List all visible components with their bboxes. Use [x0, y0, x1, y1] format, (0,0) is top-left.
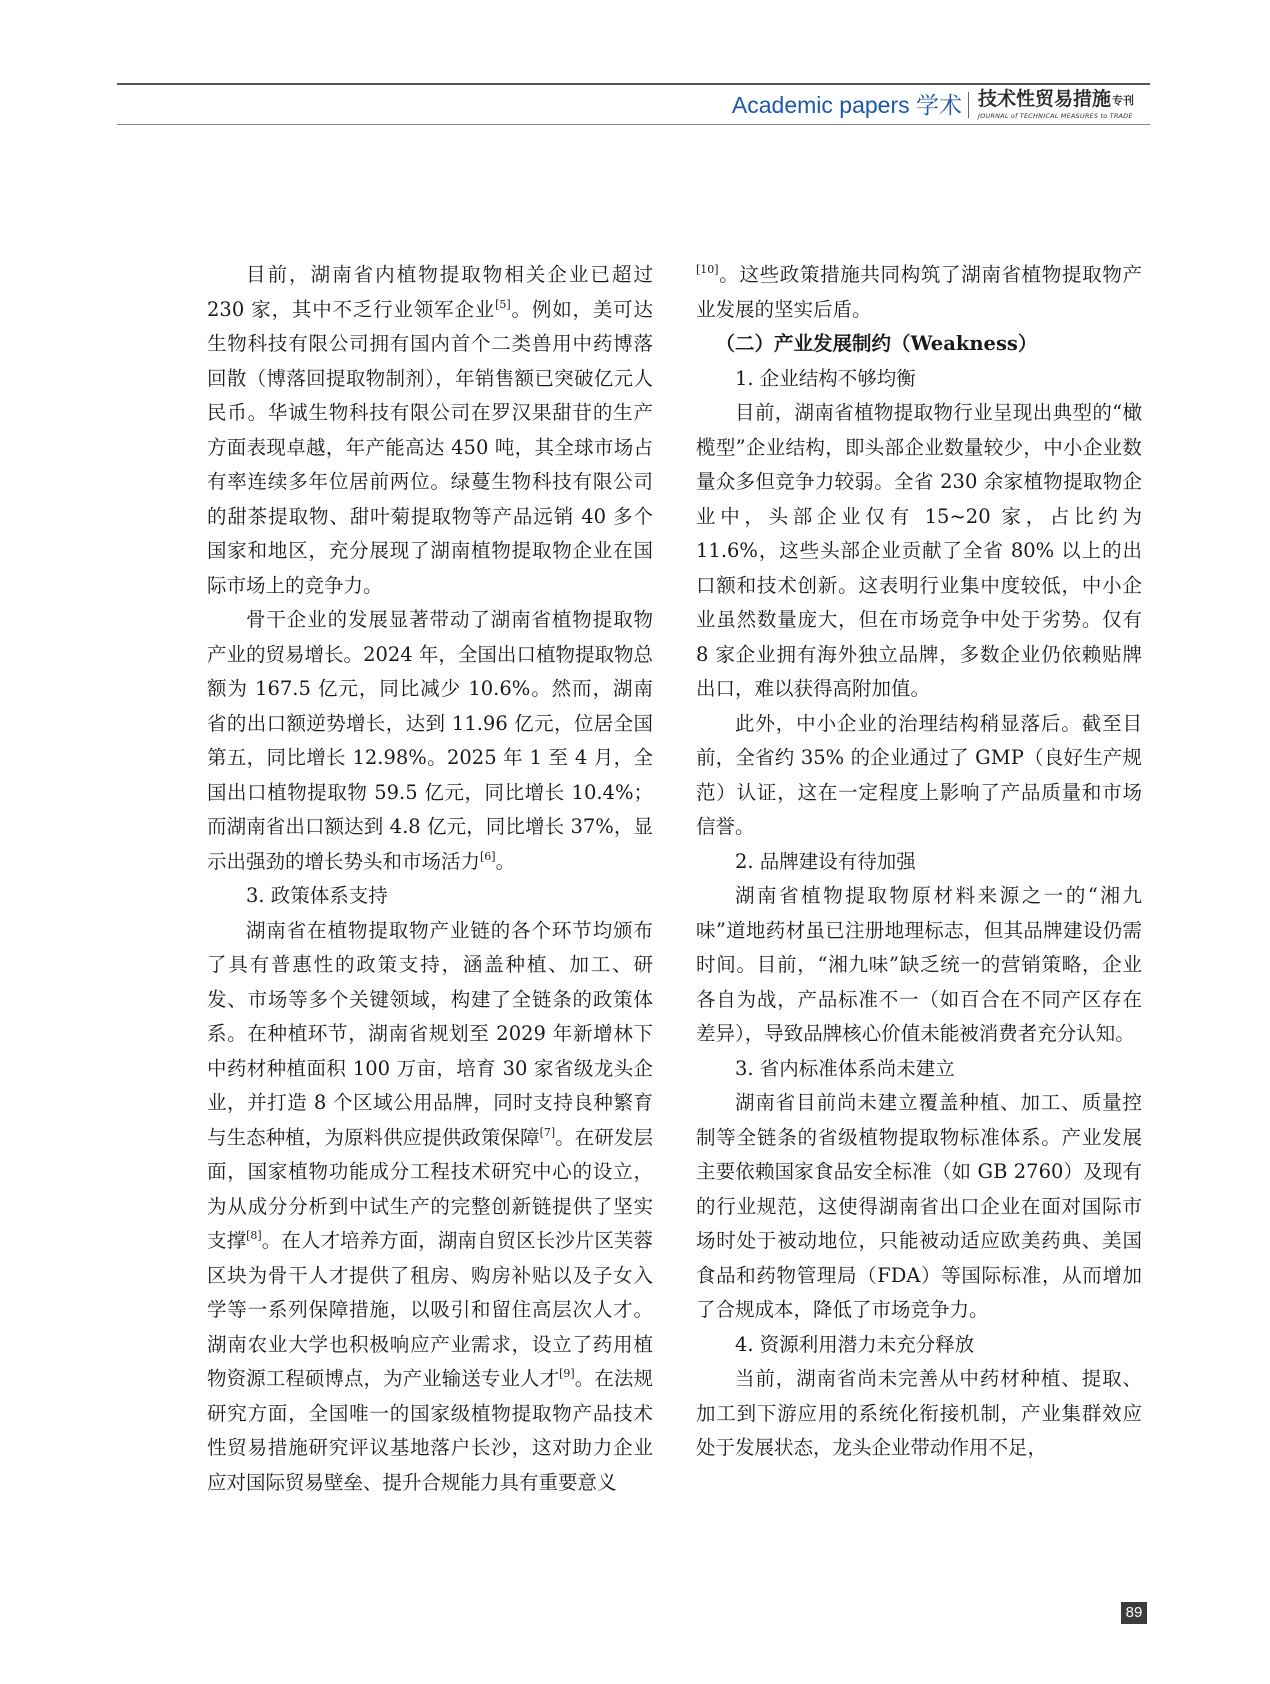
citation: [5]	[495, 297, 511, 311]
paragraph: 湖南省植物提取物原材料来源之一的“湘九味”道地药材虽已注册地理标志，但其品牌建设仍需时间。目前，“湘九味”缺乏统一的营销策略，企业各自为战，产品标准不一（如百合在不同产区存在差异），导致品牌核心价值未能被消费者充分认知。	[696, 884, 1142, 1045]
paragraph: 此外，中小企业的治理结构稍显落后。截至目前，全省约 35% 的企业通过了 GMP（良好生产规范）认证，这在一定程度上影响了产品质量和市场信誉。	[696, 711, 1142, 838]
journal-title-cn: 技术性贸易措施专刊	[978, 88, 1135, 110]
journal-logo	[978, 88, 1153, 121]
subsection-heading: 1. 企业结构不够均衡	[735, 366, 916, 390]
journal-title-en: JOURNAL of TECHNICAL MEASURES to TRADE	[978, 112, 1133, 120]
subsection-heading: 3. 省内标准体系尚未建立	[735, 1056, 955, 1080]
subsection-heading: 2. 品牌建设有待加强	[735, 849, 916, 873]
right-column	[696, 258, 1142, 1466]
header-top-rule	[117, 83, 1150, 85]
left-column	[207, 258, 653, 1500]
citation: [9]	[559, 1367, 575, 1380]
paragraph: 目前，湖南省植物提取物行业呈现出典型的“橄榄型”企业结构，即头部企业数量较少，中小企业数量众多但竞争力较弱。全省 230 余家植物提取物企业中，头部企业仅有 15~20 家，占比约为 11.6%，这些头部企业贡献了全省 80% 以上的出口额和技术创新。这表明行业集中度较低，中小企业虽然数量庞大，但在市场竞争中处于劣势。仅有 8 家企业拥有海外独立品牌，多数企业仍依赖贴牌出口，难以获得高附加值。	[696, 401, 1142, 700]
page-number: 89	[1121, 1602, 1147, 1624]
paragraph: 目前，湖南省内植物提取物相关企业已超过 230 家，其中不乏行业领军企业[5]。例如，美可达生物科技有限公司拥有国内首个二类兽用中药博落回散（博落回提取物制剂），年销售额已突破亿元人民币。华诚生物科技有限公司在罗汉果甜苷的生产方面表现卓越，年产能高达 450 吨，其全球市场占有率连续多年位居前两位。绿蔓生物科技有限公司的甜茶提取物、甜叶菊提取物等产品远销 40 多个国家和地区，充分展现了湖南植物提取物企业在国际市场上的竞争力。	[207, 263, 653, 597]
section-heading: （二）产业发展制约（Weakness）	[715, 332, 1038, 355]
citation: [8]	[246, 1229, 262, 1242]
section-label: Academic papers 学术	[731, 92, 962, 118]
citation: [10]	[696, 263, 719, 276]
citation: [7]	[539, 1125, 556, 1139]
header-divider	[968, 92, 969, 118]
paragraph: 骨干企业的发展显著带动了湖南省植物提取物产业的贸易增长。2024 年，全国出口植物提取物总额为 167.5 亿元，同比减少 10.6%。然而，湖南省的出口额逆势增长，达到 11.96 亿元，位居全国第五，同比增长 12.98%。2025 年 1 至 4 月，全国出口植物提取物 59.5 亿元，同比增长 10.4%；而湖南省出口额达到 4.8 亿元，同比增长 37%，显示出强劲的增长势头和市场活力[6]。	[207, 608, 653, 873]
subsection-heading: 3. 政策体系支持	[246, 884, 388, 907]
paragraph: 当前，湖南省尚未完善从中药材种植、提取、加工到下游应用的系统化衔接机制，产业集群效应处于发展状态，龙头企业带动作用不足，	[696, 1367, 1142, 1459]
paragraph: 湖南省在植物提取物产业链的各个环节均颁布了具有普惠性的政策支持，涵盖种植、加工、研发、市场等多个关键领域，构建了全链条的政策体系。在种植环节，湖南省规划至 2029 年新增林下中药材种植面积 100 万亩，培育 30 家省级龙头企业，并打造 8 个区域公用品牌，同时支持良种繁育与生态种植，为原料供应提供政策保障[7]。在研发层面，国家植物功能成分工程技术研究中心的设立，为从成分分析到中试生产的完整创新链提供了坚实支撑[8]。在人才培养方面，湖南自贸区长沙片区芙蓉区块为骨干人才提供了租房、购房补贴以及子女入学等一系列保障措施，以吸引和留住高层次人才。湖南农业大学也积极响应产业需求，设立了药用植物资源工程硕博点，为产业输送专业人才[9]。在法规研究方面，全国唯一的国家级植物提取物产品技术性贸易措施研究评议基地落户长沙，这对助力企业应对国际贸易壁垒、提升合规能力具有重要意义	[207, 918, 653, 1494]
subsection-heading: 4. 资源利用潜力未充分释放	[735, 1332, 975, 1356]
header-bottom-rule	[117, 124, 1150, 125]
paragraph: 湖南省目前尚未建立覆盖种植、加工、质量控制等全链条的省级植物提取物标准体系。产业发展主要依赖国家食品安全标准（如 GB 2760）及现有的行业规范，这使得湖南省出口企业在面对国际市场时处于被动地位，只能被动适应欧美药典、美国食品和药物管理局（FDA）等国际标准，从而增加了合规成本，降低了市场竞争力。	[696, 1091, 1142, 1321]
paragraph-continuation: [10]。这些政策措施共同构筑了湖南省植物提取物产业发展的坚实后盾。	[696, 263, 1142, 321]
citation: [6]	[480, 849, 496, 863]
